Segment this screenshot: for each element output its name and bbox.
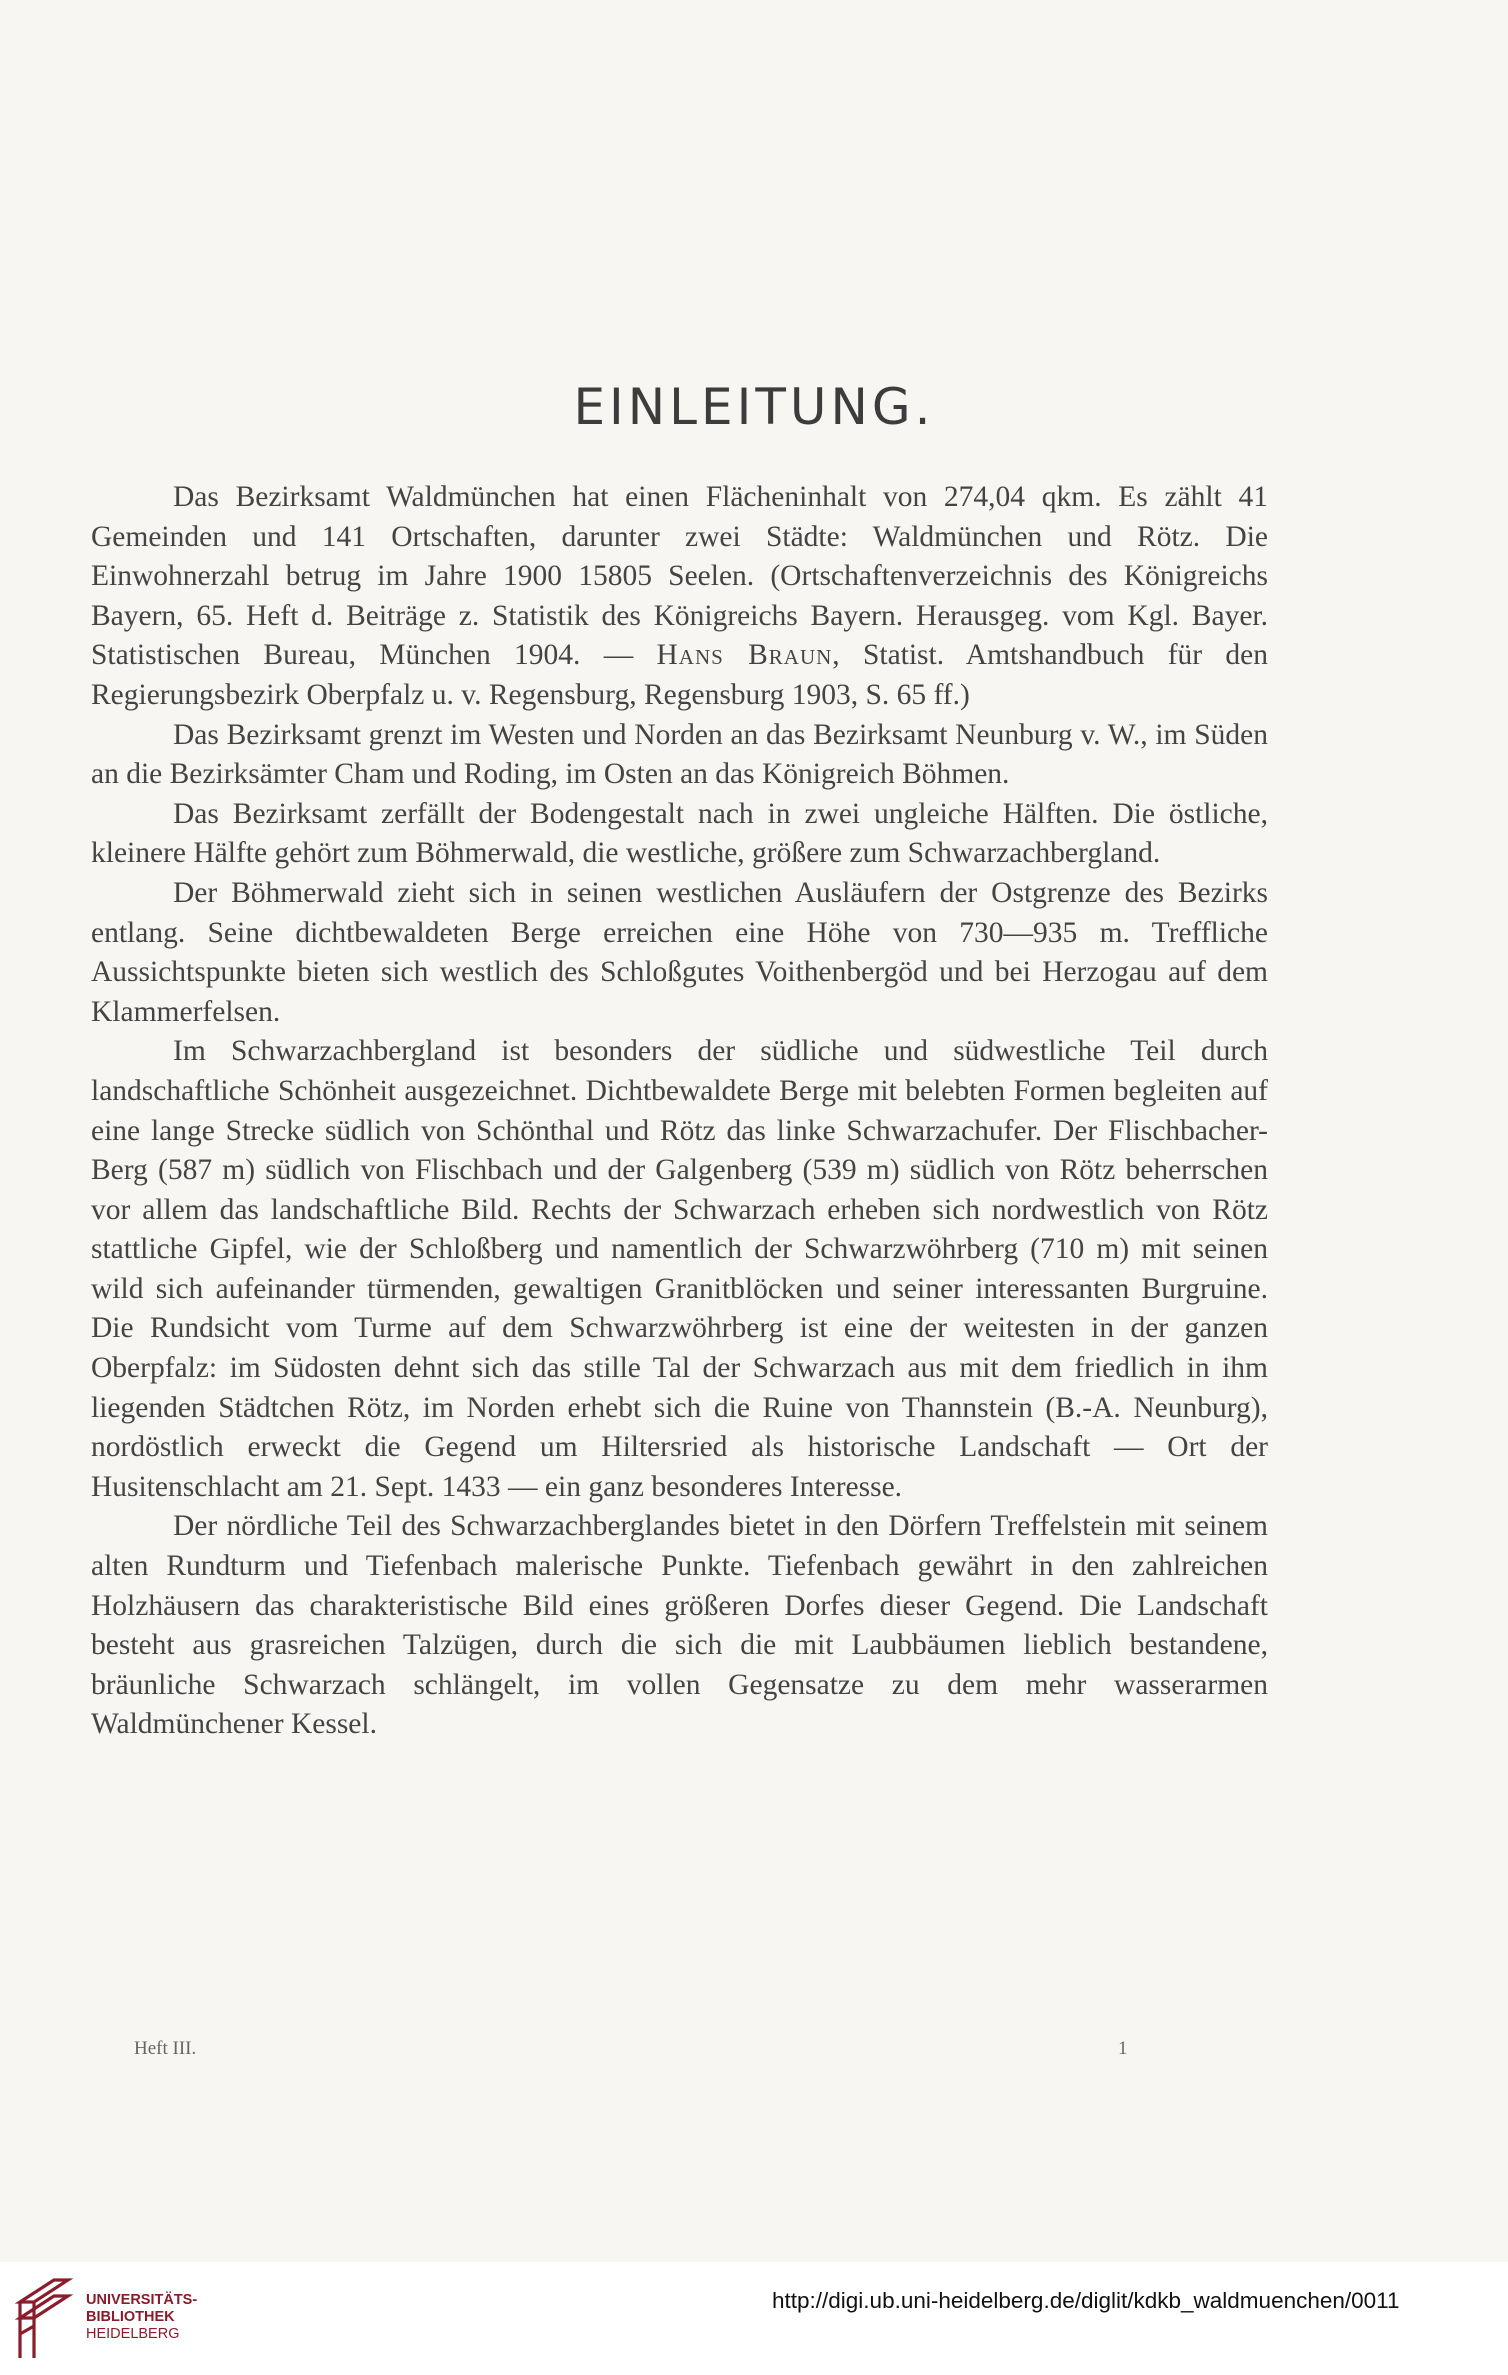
paragraph-2: Das Bezirksamt grenzt im Westen und Norden an das Bezirksamt Neunburg v. W., im Süden an die Bezirksämter Cham und Roding, im Osten an das Königreich Böhmen.	[91, 718, 1268, 791]
source-url[interactable]: http://digi.ub.uni-heidelberg.de/diglit/kdkb_waldmuenchen/0011	[772, 2288, 1400, 2313]
author-name: Hans Braun	[656, 639, 833, 672]
paragraph-5: Im Schwarzachbergland ist besonders der südliche und südwestliche Teil durch landschaftliche Schönheit ausgezeichnet. Dichtbewaldete Berge mit belebten Formen begleiten auf eine lange Strecke südlich von Schönthal und Rötz das linke Schwarzachufer. Der Flischbacher-Berg (587 m) südlich von Flischbach und der Galgenberg (539 m) südlich von Rötz beherrschen vor allem das landschaftliche Bild. Rechts der Schwarzach erheben sich nordwestlich von Rötz stattliche Gipfel, wie der Schloßberg und namentlich der Schwarzwöhrberg (710 m) mit seinen wild sich aufeinander türmenden, gewaltigen Granitblöcken und seiner interessanten Burgruine. Die Rundsicht vom Turme auf dem Schwarzwöhrberg ist eine der weitesten in der ganzen Oberpfalz: im Südosten dehnt sich das stille Tal der Schwarzach aus mit dem friedlich in ihm liegenden Städtchen Rötz, im Norden erhebt sich die Ruine von Thannstein (B.-A. Neunburg), nordöstlich erweckt die Gegend um Hiltersried als historische Landschaft — Ort der Husitenschlacht am 21. Sept. 1433 — ein ganz besonderes Interesse.	[91, 1035, 1268, 1503]
paragraph-4: Der Böhmerwald zieht sich in seinen westlichen Ausläufern der Ostgrenze des Bezirks entlang. Seine dichtbewaldeten Berge erreichen eine Höhe von 730—935 m. Treffliche Aussichtspunkte bieten sich westlich des Schloßgutes Voithenbergöd und bei Herzogau auf dem Klammerfelsen.	[91, 876, 1268, 1028]
paragraph-3: Das Bezirksamt zerfällt der Bodengestalt nach in zwei ungleiche Hälften. Die östliche, kleinere Hälfte gehört zum Böhmerwald, die westliche, größere zum Schwarzachbergland.	[91, 797, 1268, 870]
library-name	[86, 2292, 197, 2343]
library-logo-icon	[14, 2272, 74, 2364]
paragraph-text: , Statist. Amtshandbuch für den Regierungsbezirk Oberpfalz u. v. Regensburg, Regensburg 1903, S. 65 ff.)	[91, 639, 1268, 711]
paragraph-1	[91, 478, 1268, 716]
library-name-line: UNIVERSITÄTS-	[86, 2292, 198, 2308]
library-name-line: HEIDELBERG	[86, 2326, 180, 2342]
page-number: 1	[1118, 2038, 1128, 2059]
paragraph-text: Das Bezirksamt Waldmünchen hat einen Flächeninhalt von 274,04 qkm. Es zählt 41 Gemeinden und 141 Ortschaften, darunter zwei Städte: Waldmünchen und Rötz. Die Einwohnerzahl betrug im Jahre 1900 15805 Seelen. (Ortschaftenverzeichnis des Königreichs Bayern, 65. Heft d. Beiträge z. Statistik des Königreichs Bayern. Herausgeg. vom Kgl. Bayer. Statistischen Bureau, München 1904. —	[91, 481, 1268, 672]
signature-mark: Heft III.	[134, 2038, 197, 2059]
body-text	[91, 478, 1268, 1745]
page-title: EINLEITUNG.	[573, 378, 935, 436]
paragraph-6: Der nördliche Teil des Schwarzachberglandes bietet in den Dörfern Treffelstein mit seinem alten Rundturm und Tiefenbach malerische Punkte. Tiefenbach gewährt in den zahlreichen Holzhäusern das charakteristische Bild eines größeren Dorfes dieser Gegend. Die Landschaft besteht aus grasreichen Talzügen, durch die sich die mit Laubbäumen lieblich bestandene, bräunliche Schwarzach schlängelt, im vollen Gegensatze zu dem mehr wasserarmen Waldmünchener Kessel.	[91, 1510, 1268, 1741]
library-footer-bar	[0, 2262, 1508, 2375]
library-name-line: BIBLIOTHEK	[86, 2309, 175, 2325]
